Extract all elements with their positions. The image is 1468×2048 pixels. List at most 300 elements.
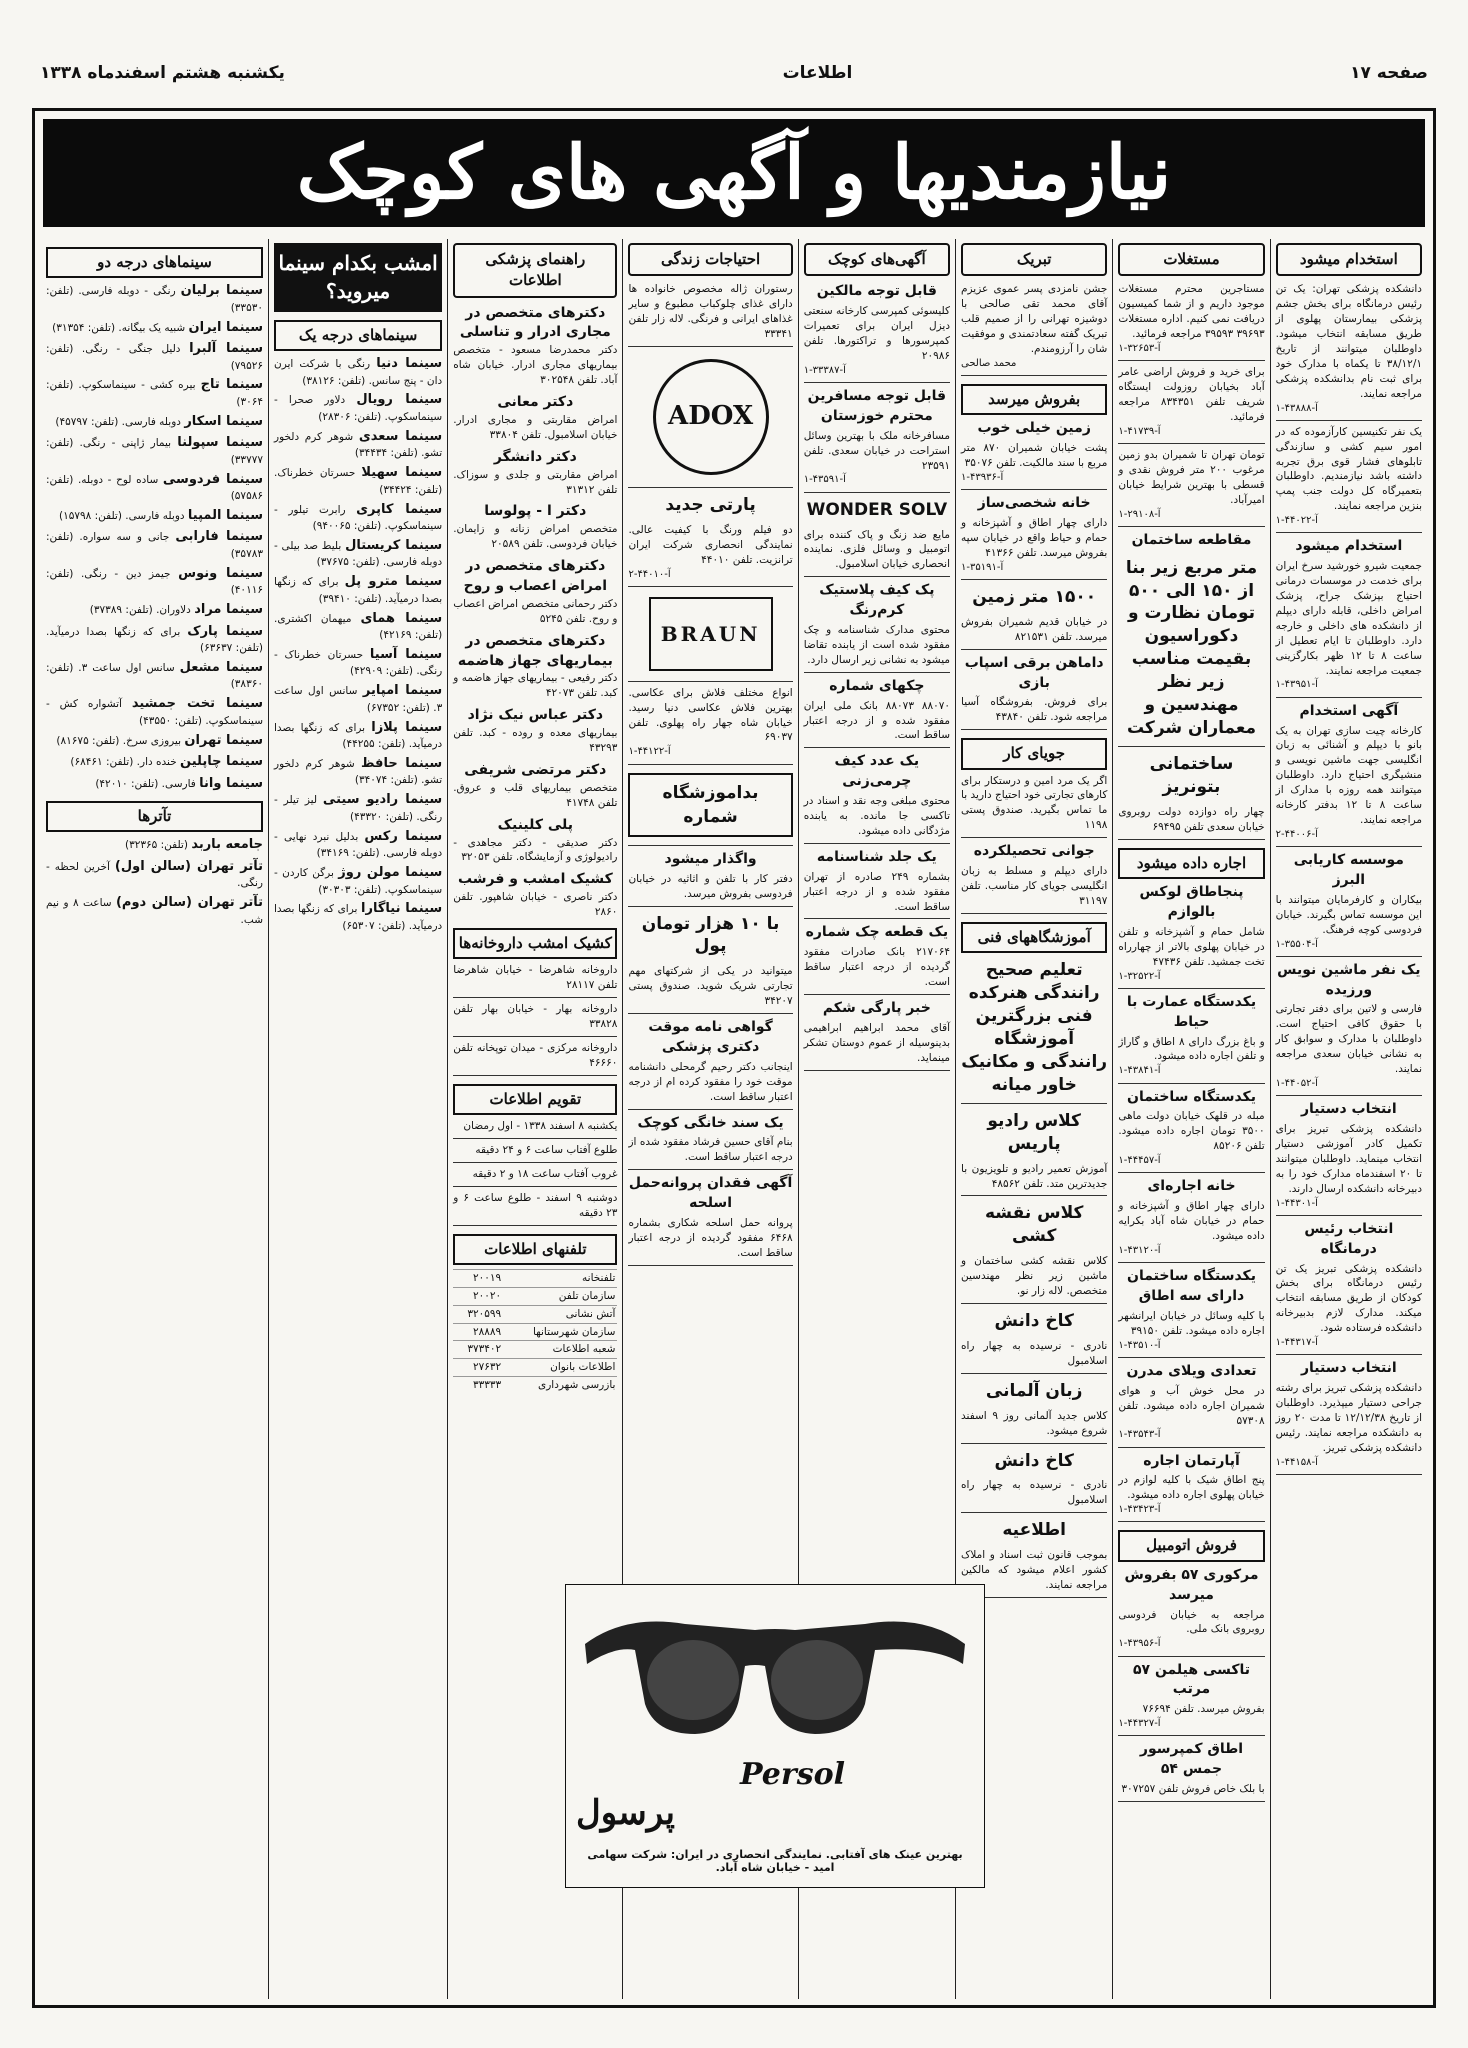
phone-label: شعبه اطلاعات [503, 1341, 617, 1359]
ad-body: کارخانه چیت سازی تهران به یک بانو با دیپلم و آشنائی به زبان انگلیسی جهت ماشین نویسی و منشیگری احتیاج دارد. داوطلبان میتوانند همه روزه با مدارک از ساعت ۸ تا ۱۲ بدفتر کارخانه مراجعه نمایند. [1275, 724, 1422, 826]
ad-body: جمعیت شیرو خورشید سرخ ایران برای خدمت در موسسات درمانی احتیاج بپزشک جراح، پزشک امراض داخلی، قابله دارای دیپلم از دانشکده های داخلی و خارجه دارد. داوطلبان تا ایام تعطیل از ساعت ۸ تا ۱۲ ظهر بکارگزینی جمعیت مراجعه نمایند. [1275, 560, 1423, 677]
ad-divider [804, 843, 950, 844]
ad-title: مرکوری ۵۷ بفروش میرسد [1124, 1566, 1259, 1603]
cinema-name: سینما ونوس [178, 565, 263, 581]
classified-ad [1118, 531, 1264, 747]
cinema-listing [46, 753, 263, 771]
calendar-list [453, 1119, 617, 1226]
cinema-name: سینما تاج [200, 377, 264, 393]
classified-ad [804, 848, 950, 920]
phone-label: بازرسی شهرداری [503, 1377, 617, 1394]
classified-ad [1276, 282, 1422, 420]
ad-divider [1276, 1215, 1422, 1216]
ad-body: تومان تهران تا شمیران بدو زمین مرغوب ۲۰۰ متر فروش نقدی و قسطی با بهترین شرایط خیابان امیرآباد. [1118, 448, 1265, 506]
cinema-name: سینما پلازا [371, 719, 443, 735]
for-sale-ads [961, 419, 1107, 730]
cinema-program: سانس اول ساعت ۳. (تلفن: ۶۷۳۵۲) [274, 685, 443, 714]
ad-title: استخدام میشود [1295, 538, 1403, 555]
ad-body: آقای محمد ابراهیم ابراهیمی بدینوسیله از عموم دوستان تشکر مینماید. [803, 1021, 951, 1064]
cinema-listing [274, 900, 442, 933]
ad-title: جوانی تحصیلکرده [973, 843, 1095, 860]
ad-divider [1276, 1354, 1422, 1355]
persol-brand-logo: Persol [740, 1757, 845, 1792]
ad-code: آ-۴۴۴۵۷-۱ [1118, 1155, 1161, 1167]
section-header-schools: آموزشگاههای فنی [961, 922, 1107, 953]
congrats-ads [961, 282, 1107, 376]
ad-title: گواهی نامه موقت دکتری پزشکی [648, 1019, 773, 1055]
ad-code: آ-۴۳۵۱۰-۱ [1118, 1339, 1161, 1351]
employment-ads [1276, 282, 1422, 1475]
ad-divider [961, 649, 1107, 650]
classified-ad [1118, 1566, 1264, 1657]
ad-divider [1276, 1095, 1422, 1096]
cinema-listing [46, 732, 263, 750]
ad-body: کلاس جدید آلمانی روز ۹ اسفند شروع میشود. [961, 1409, 1108, 1437]
cinema-listing [274, 828, 442, 861]
ad-title: آگهی فقدان پروانه‌حمل اسلحه [628, 1175, 793, 1212]
classified-ad [628, 597, 792, 682]
section-header-first-class: سینماهای درجه یک [274, 320, 442, 351]
ad-title: انتخاب رئیس درمانگاه [1304, 1220, 1394, 1257]
section-header-job-seekers: جویای کار [961, 738, 1107, 769]
cinema-name: سینما اسکار [184, 413, 263, 429]
ad-body: غروب آفتاب ساعت ۱۸ و ۲ دقیقه [472, 1167, 618, 1180]
cinema-program: دلیل جنگی - رنگی. (تلفن: ۷۹۵۲۶) [46, 343, 263, 372]
classified-ad [961, 419, 1107, 490]
ad-code: آ-۳۵۱۹۱-۱ [961, 561, 1004, 573]
cinema-program: رنگی - دوبله فارسی. (تلفن: ۳۳۵۳۰) [46, 285, 263, 314]
classified-ad [961, 1450, 1107, 1514]
ad-divider [961, 837, 1107, 838]
ad-title: آگهی استخدام [1299, 702, 1399, 719]
section-header-pharmacies: کشیک امشب داروخانه‌ها [453, 928, 617, 959]
classified-ad [961, 1110, 1107, 1197]
cinema-name: سینما رویال [356, 392, 443, 408]
ad-code: آ-۴۴۱۲۲-۱ [628, 746, 671, 758]
section-header-phones: تلفنهای اطلاعات [453, 1234, 617, 1265]
ad-title: خانه اجاره‌ای [1147, 1178, 1236, 1195]
doctor-name: دکتر عباس نیک نژاد [467, 707, 604, 724]
phone-label: اطلاعات بانوان [503, 1359, 617, 1377]
classified-ad [961, 959, 1107, 1104]
cinema-program: دوبله فارسی. (تلفن: ۴۵۷۹۷) [55, 415, 181, 428]
cinema-name: سینما ایران [188, 319, 263, 335]
ad-divider [628, 1265, 792, 1266]
banner-title: نیازمندیها و آگهی های کوچک [296, 130, 1172, 216]
cinema-listing [46, 601, 263, 619]
cinema-program: بیمار ژاپنی - رنگی. (تلفن: ۳۳۷۷۷) [46, 437, 263, 466]
ad-body: پروانه حمل اسلحه شکاری بشماره ۶۴۶۸ مفقود گردیده از درجه اعتبار ساقط است. [628, 1217, 793, 1259]
ad-code: آ-۳۳۳۸۷-۱ [803, 364, 846, 376]
cinema-name: سینما چاپلین [180, 754, 263, 770]
ad-divider [961, 579, 1107, 580]
phone-row [453, 1341, 617, 1359]
ad-body: داروخانه بهار - خیابان بهار تلفن ۳۳۸۲۸ [453, 1003, 618, 1031]
cinema-program: شوهر کرم دلخور تشو. (تلفن: ۳۴۰۷۴) [274, 758, 443, 787]
ad-divider [453, 1138, 617, 1139]
cinema-name: سینما حافظ [361, 756, 443, 772]
cinema-banner: امشب بکدام سینما میروید؟ [274, 243, 442, 312]
cinema-program: میهمان اکشتری. (تلفن: ۴۲۱۶۹) [274, 612, 443, 642]
ad-body: دانشکده پزشکی تبریز برای تکمیل کادر آموزشی دستیار انتخاب مینماید. داوطلبان میتوانند تا ۲۰ اسفندماه مدارک خود را به دبیرخانه دانشکده ارسال دارند. [1275, 1123, 1422, 1195]
ad-divider [961, 1373, 1107, 1374]
ad-code: آ-۴۴۰۱۰-۲ [628, 568, 671, 580]
cinema-program: جانی و سه سواره. (تلفن: ۳۵۷۸۳) [46, 531, 263, 560]
ad-body: پنج اطاق شیک با کلیه لوازم در خیابان پهلوی اجاره داده میشود. [1118, 1474, 1265, 1502]
cinema-listing [46, 695, 263, 728]
classified-ad [1118, 1267, 1264, 1358]
doctor-listing [453, 761, 617, 811]
ad-divider [628, 681, 792, 682]
column-cinemas-2 [41, 239, 268, 1999]
ad-divider [961, 729, 1107, 730]
ad-headline: WONDER SOLV [806, 499, 948, 520]
doctor-listing [453, 816, 617, 866]
cinema-name: سینما تخت جمشید [131, 696, 263, 712]
cinema-name: سینما مراد [194, 602, 263, 618]
ad-body: چهار راه دوازده دولت روبروی خیابان سعدی تلفن ۶۹۴۹۵ [1118, 805, 1265, 833]
ad-divider [961, 1303, 1107, 1304]
ad-code: آ-۲۹۱۰۸-۱ [1118, 508, 1161, 520]
ad-divider [961, 913, 1107, 914]
second-class-cinemas [46, 282, 263, 793]
ad-code: آ-۳۲۶۵۳-۱ [1118, 342, 1161, 354]
cinema-program: خنده دار. (تلفن: ۶۸۴۶۱) [70, 756, 177, 769]
running-header [40, 58, 1428, 88]
cinema-name: سینما آلبرا [189, 341, 263, 357]
doctor-name: دکتر مرتضی شریفی [464, 761, 607, 778]
ad-body: دفتر کار با تلفن و اثاثیه در خیابان فردوسی بفروش میرسد. [628, 872, 793, 900]
doctor-details: دکتر رحمانی متخصص امراض اعصاب و روح. تلفن ۵۲۴۵ [453, 597, 618, 625]
cinema-listing [46, 528, 263, 561]
ad-divider [628, 1013, 792, 1014]
cinema-program: لیز تیلر - رنگی. (تلفن: ۴۳۳۲۰) [274, 794, 443, 823]
classified-ad [1276, 537, 1422, 697]
classified-ad [804, 999, 950, 1071]
cinema-name: سینما آسیا [369, 646, 443, 662]
classified-ad [1276, 1359, 1422, 1475]
ad-divider [1118, 1447, 1264, 1448]
cinema-listing [274, 646, 442, 679]
classified-ad [1118, 1088, 1264, 1174]
ad-body: بیکاران و کارفرمایان میتوانند با این موسسه تماس بگیرند. خیابان فردوسی کوچه فرهنگ. [1275, 893, 1422, 936]
ad-body: دانشکده پزشکی تهران: یک تن رئیس درمانگاه برای بخش جشم پزشکی بیمارستان پهلوی از طریق مسابقه انتخاب میشود. داوطلبان میتوانند از تاریخ ۳۸/۱۲/۱ تا یکماه با مدارک خود برای ثبت نام بدانشکده پزشکی مراجعه نمایند. [1275, 283, 1422, 400]
doctor-listing [453, 632, 617, 702]
ad-divider [1118, 1262, 1264, 1263]
doctor-name: دکتر دانشگر [493, 448, 577, 465]
for-rent-ads [1118, 883, 1264, 1522]
ad-title: واگذار میشود [664, 850, 757, 867]
ad-divider [804, 492, 950, 493]
cinema-name: سینما المپیا [187, 508, 263, 523]
ad-body: یک نفر تکنیسین کارآزموده که در امور سیم کشی و سازندگی تابلوهای فشار قوی برق تجربه داشته باشد نیازمندیم. داوطلبان بتعمیرگاه کل دولت جنب پمپ بنزین مراجعه نمایند. [1275, 425, 1422, 513]
ad-title: پنجاطاق لوکس بالوازم [1139, 884, 1244, 920]
ad-divider [1118, 443, 1264, 444]
page-number: صفحه ۱۷ [1350, 63, 1428, 83]
necessities-ads [628, 282, 792, 1265]
phone-number: ۳۷۳۴۰۲ [453, 1341, 503, 1359]
ad-title: یک نفر ماشین نویس ورزیده [1277, 961, 1421, 998]
doctor-details: متخصص بیماریهای قلب و عروق. تلفن ۴۱۷۴۸ [453, 781, 618, 809]
doctor-details: امراض مقاربتی و جلدی و سوزاک. تلفن ۳۱۳۱۲ [453, 468, 618, 496]
ad-divider [961, 375, 1107, 376]
car-sale-ads [1118, 1566, 1264, 1802]
cinema-listing [274, 355, 442, 388]
ad-body: مستاجرین محترم مستغلات موجود داریم و از شما کمیسیون دریافت نمی کنیم. اداره مستغلات ۳۹۶۹۳ ۳۹۵۹۳ مراجعه فرمائید. [1118, 283, 1265, 341]
ad-code: آ-۴۴۳۰۱-۱ [1275, 1197, 1318, 1209]
cinema-listing [46, 413, 263, 431]
ad-body: یکشنبه ۸ اسفند ۱۳۳۸ - اول رمضان [463, 1120, 618, 1133]
cinema-listing [274, 501, 442, 534]
section-header-employment: استخدام میشود [1276, 243, 1422, 276]
doctor-name: دکترهای متخصص در بیماریهای جهاز هاضمه [457, 632, 613, 669]
ad-title: یکدستگاه ساختمان [1127, 1088, 1256, 1105]
cinema-name: تآتر تهران (سالن اول) [114, 858, 263, 874]
ad-body: با کلیه وسائل در خیابان ایرانشهر اجاره داده میشود. تلفن ۳۹۱۵۰ [1118, 1309, 1265, 1337]
ad-divider [453, 1186, 617, 1187]
ad-body: بفروش میرسد. تلفن ۷۶۶۹۴ [1142, 1703, 1265, 1716]
cinema-name: سینما نیاگارا [361, 901, 443, 917]
cinema-program: برگن کاردن - سینماسکوپ. (تلفن: ۳۰۳۰۳) [274, 867, 443, 896]
cinema-name: جامعه باربد [191, 837, 263, 853]
cinema-listing [46, 434, 263, 467]
cinema-listing [46, 507, 263, 525]
classified-ad [804, 282, 950, 383]
ad-divider [961, 1443, 1107, 1444]
ad-divider [804, 576, 950, 577]
classified-ad [453, 1191, 617, 1226]
classified-ad [1276, 425, 1422, 534]
ad-body: دارای چهار اطاق و آشپزخانه و حمام در خیابان شاه آباد بکرایه داده میشود. [1118, 1200, 1265, 1242]
ad-divider [1276, 532, 1422, 533]
classified-ad [1276, 702, 1422, 847]
cinema-program: بدلیل نبرد نهایی - دوبله فارسی. (تلفن: ۳۴۱۶۹) [274, 830, 443, 860]
ad-body: مایع ضد زنگ و پاک کننده برای اتومبیل و وسائل فلزی. نماینده انحصاری خیابان اسلامبول. [803, 528, 951, 571]
classified-ad [453, 963, 617, 998]
cinema-name: سینما سپولنا [177, 435, 263, 451]
doctor-details: دکتر محمدرضا مسعود - متخصص بیماریهای مجاری ادرار. خیابان شاه آباد. تلفن ۳۰۲۵۴۸ [453, 344, 618, 387]
ad-divider [1118, 988, 1264, 989]
ad-code: آ-۴۳۴۲۳-۱ [1118, 1504, 1161, 1516]
cinema-program: برای که زنگها بصدا درمیآید. (تلفن: ۳۹۴۱۰) [274, 576, 443, 605]
classified-ad [961, 774, 1107, 839]
cinema-name: سینما مشعل [179, 659, 264, 675]
ad-body: آموزش تعمیر رادیو و تلویزیون با جدیدترین متد. تلفن ۴۸۵۶۲ [961, 1162, 1108, 1190]
cinema-listing [46, 565, 263, 598]
ad-body: اینجانب دکتر رحیم گرمحلی دانشنامه موقت خود را مفقود کرده ام از درجه اعتبار ساقط است. [628, 1060, 793, 1103]
ad-headline: کاخ دانش [994, 1450, 1074, 1471]
classified-ad [1118, 753, 1264, 840]
cinema-name: سینما دنیا [376, 356, 443, 372]
phone-number: ۲۸۸۸۹ [453, 1323, 503, 1341]
pharmacy-list [453, 963, 617, 1075]
ad-body: جشن نامزدی پسر عموی عزیزم آقای محمد تقی صالحی با دوشیزه تهرانی را از صمیم قلب تبریک گفته سعادتمندی و موفقیت شان را آرزومندم. [961, 283, 1108, 355]
ad-body: بنام آقای حسین فرشاد مفقود شده از درجه اعتبار ساقط است. [628, 1136, 793, 1164]
classified-ad [453, 1002, 617, 1037]
ad-title: یک جلد شناسنامه [816, 848, 937, 865]
doctor-name: دکتر ا - پولوسا [484, 503, 587, 520]
ad-title: یک قطعه چک شماره [805, 924, 949, 941]
ad-headline: ساختمانی بتونریز [1149, 754, 1234, 798]
section-header-small-ads: آگهی‌های کوچک [804, 243, 950, 276]
classified-ad [1118, 1362, 1264, 1448]
section-header-medical: راهنمای پزشکی اطلاعات [453, 243, 617, 298]
cinema-program: دلاوران. (تلفن: ۳۷۳۸۹) [89, 604, 191, 617]
ad-code: آ-۴۴۱۵۸-۱ [1275, 1456, 1318, 1468]
column-rentals [1112, 239, 1269, 1999]
ad-code: آ-۳۲۵۲۲-۱ [1118, 970, 1161, 982]
ad-title: پک کیف پلاستیک کرم‌رنگ [819, 582, 935, 619]
ad-divider [961, 1195, 1107, 1196]
ad-divider [1118, 526, 1264, 527]
ad-title: قابل توجه مسافرین محترم خوزستان [807, 387, 947, 424]
classified-ad [453, 1119, 617, 1139]
classified-ad [804, 752, 950, 843]
ad-title: خانه شخصی‌ساز [977, 495, 1091, 512]
newspaper-name: اطلاعات [782, 63, 853, 83]
cinema-program: حسرتان خطرناک. (تلفن: ۳۴۴۲۴) [274, 467, 443, 496]
ad-body: مسافرخانه ملک با بهترین وسائل استراحت در خیابان سعدی. تلفن ۲۳۵۹۱ [803, 429, 951, 472]
cinema-listing [46, 471, 263, 504]
classified-ad [1276, 851, 1422, 957]
ad-title: موسسه کاریابی البرز [1293, 852, 1404, 888]
ad-title: یکدستگاه عمارت با حیاط [1126, 993, 1257, 1030]
ad-title: مقاطعه ساختمان [1131, 531, 1252, 548]
ad-divider [1118, 1735, 1264, 1736]
classified-ad [804, 677, 950, 749]
cinema-listing [274, 791, 442, 824]
doctor-listing [453, 557, 617, 627]
ad-divider [628, 586, 792, 587]
cinema-program: شبیه یک بیگانه. (تلفن: ۳۱۳۵۴) [52, 321, 186, 334]
cinema-listing [46, 376, 263, 409]
ad-divider [804, 747, 950, 748]
ad-body: اگر یک مرد امین و درستکار برای کارهای تجارتی خود احتیاج دارید با ما تماس بگیرید. صندوق پستی ۱۱۹۸ [961, 774, 1108, 832]
ad-body: شامل حمام و آشپزخانه و تلفن در خیابان پهلوی بالاتر از چهارراه تخت جمشید. تلفن ۴۷۴۳۶ [1118, 925, 1265, 968]
ad-divider [1276, 1474, 1422, 1475]
ad-divider [1118, 1172, 1264, 1173]
classified-ad [961, 1380, 1107, 1444]
ad-body: در محل خوش آب و هوای شمیران اجاره داده میشود. تلفن ۵۷۳۰۸ [1118, 1384, 1265, 1427]
section-header-for-rent: اجاره داده میشود [1118, 848, 1264, 879]
cinema-program: بلیط صد بیلی - دوبله فارسی. (تلفن: ۳۷۶۷۵) [274, 539, 443, 569]
cinema-program: حسرتان خطرناک - رنگی. (تلفن: ۴۲۹۰۹) [274, 648, 443, 678]
ad-body: انواع مختلف فلاش برای عکاسی. بهترین فلاش عکاسی دنیا رسید. خیابان شاه جهار راه پهلوی. تلفن ۶۹۰۳۷ [628, 686, 793, 744]
ad-divider [1276, 697, 1422, 698]
ad-headline: کاخ دانش [994, 1311, 1074, 1331]
ad-divider [628, 487, 792, 488]
classified-ad [1118, 365, 1264, 444]
cinema-program: رابرت تیلور - سینماسکوپ. (تلفن: ۹۴۰۰۶۵) [274, 503, 443, 532]
ad-title: آپارتمان اجاره [1143, 1452, 1240, 1469]
cinema-name: سینما رادیو سیتی [322, 792, 443, 808]
cinema-program: شوهر کرم دلخور تشو. (تلفن: ۳۴۴۳۴) [274, 430, 443, 460]
classified-ad [628, 494, 792, 587]
cinema-name: سینما همای [360, 610, 443, 626]
doctor-name: دکترهای متخصص در مجاری ادرار و تناسلی [459, 304, 611, 341]
ad-body: مبله در قلهک خیابان دولت ماهی ۳۵۰۰ تومان اجاره داده میشود. تلفن ۸۵۲۰۶ [1118, 1110, 1265, 1153]
ad-headline: پارتی جدید [665, 494, 756, 515]
cinema-name: سینما تهران [184, 732, 263, 748]
ad-body: ۲۱۷۰۶۴ بانک صادرات مفقود گردیده از درجه اعتبار ساقط است. [803, 946, 951, 989]
classifieds-banner [43, 119, 1425, 227]
theater-list [46, 836, 263, 927]
column-cinemas [268, 239, 447, 1999]
phone-label: سازمان تلفن [503, 1287, 617, 1305]
cinema-name: سینما امپایر [362, 683, 443, 699]
issue-date: یکشنبه هشتم اسفندماه ۱۳۳۸ [40, 63, 285, 83]
ad-body: میتوانید در یکی از شرکتهای مهم تجارتی شریک شوید. صندوق پستی ۳۴۲۰۷ [628, 965, 793, 1008]
ad-body: ۸۸۰۷۰ ۸۸۰۷۳ بانک ملی ایران مفقود شده و از درجه اعتبار ساقط است. [803, 699, 951, 742]
cinema-name: سینما سهیلا [361, 465, 443, 481]
classified-ad [1276, 1220, 1422, 1355]
ad-headline: اطلاعیه [1002, 1520, 1066, 1541]
ad-divider [1118, 1083, 1264, 1084]
doctor-details: دکتر رفیعی - بیماریهای جهاز هاضمه و کبد. تلفن ۴۲۰۷۳ [453, 672, 618, 700]
ad-body: بموجب قانون ثبت اسناد و املاک کشور اعلام میشود که مالکین مراجعه نمایند. [961, 1549, 1108, 1591]
doctor-listing [453, 870, 617, 920]
ad-title: خبر پارگی شکم [822, 1000, 931, 1017]
classified-ad [628, 913, 792, 1015]
doctor-details: متخصص امراض زنانه و زایمان. خیابان فردوسی. تلفن ۲۰۵۸۹ [453, 523, 618, 551]
brand-logo: ADOX [653, 359, 769, 475]
section-header-congrats: تبریک [961, 243, 1107, 276]
ad-divider [453, 1036, 617, 1037]
ad-code: آ-۴۳۹۵۶-۱ [1118, 1638, 1161, 1650]
phone-label: تلفنخانه [503, 1269, 617, 1287]
phone-row [453, 1377, 617, 1394]
persol-brand-fa: پرسول [576, 1793, 675, 1833]
ad-title: تاکسی هیلمن ۵۷ مرتب [1132, 1661, 1251, 1698]
ad-divider [804, 382, 950, 383]
cinema-program: ساعت ۸ و نیم شب. [46, 897, 263, 926]
brand-logo: BRAUN [649, 597, 773, 671]
doctor-details: دکتر صدیقی - دکتر مجاهدی - رادیولوژی و آزمایشگاه. تلفن ۳۲۰۵۳ [453, 836, 618, 864]
ad-code: آ-۴۴۰۲۲-۱ [1275, 515, 1318, 527]
ad-body: بشماره ۲۴۹ صادره از تهران مفقود شده و از درجه اعتبار ساقط است. [803, 870, 951, 913]
ad-headline: متر مربع زیر بنا از ۱۵۰ الی ۵۰۰ تومان نظارت و دکوراسیون بقیمت مناسب زیر نظر مهندسین و معماران شرکت [1125, 557, 1258, 739]
cinema-listing [46, 340, 263, 373]
ad-divider [1118, 839, 1264, 840]
ad-headline: کلاس نقشه کشی [984, 1203, 1084, 1247]
ad-divider [804, 918, 950, 919]
ad-divider [453, 997, 617, 998]
ad-code: محمد صالحی [961, 357, 1017, 369]
cinema-listing [46, 775, 263, 793]
classified-ad [961, 586, 1107, 650]
cinema-listing [274, 682, 442, 715]
ad-code: آ-۴۳۹۵۱-۱ [1275, 679, 1318, 691]
phone-row [453, 1287, 617, 1305]
cinema-program: بیروزی سرخ. (تلفن: ۸۱۶۷۵) [56, 734, 182, 747]
sunglasses-illustration [565, 1584, 985, 1888]
cinema-program: برای که زنگها بصدا درمیآید. (تلفن: ۶۵۳۰۷) [274, 903, 443, 932]
cinema-program: دوبله فارسی. (تلفن: ۱۵۷۹۸) [58, 510, 185, 522]
ad-divider [1276, 420, 1422, 421]
classified-ad [961, 1202, 1107, 1304]
classified-ad [1118, 1661, 1264, 1737]
phone-label: سازمان شهرستانها [503, 1323, 617, 1341]
cinema-name: سینما وانا [199, 775, 263, 791]
doctor-details: بیماریهای معده و روده - کبد. تلفن ۴۳۲۹۳ [453, 727, 618, 755]
ad-title: یک عدد کیف چرمی‌زنی [834, 753, 920, 790]
classified-ad [961, 282, 1107, 376]
phone-row [453, 1323, 617, 1341]
ad-headline: ۱۵۰۰ متر زمین [972, 586, 1097, 607]
phone-number: ۲۷۶۳۲ [453, 1359, 503, 1377]
ad-divider [453, 1162, 617, 1163]
doctor-details: دکتر ناصری - خیابان شاهپور. تلفن ۲۸۶۰ [453, 891, 618, 919]
